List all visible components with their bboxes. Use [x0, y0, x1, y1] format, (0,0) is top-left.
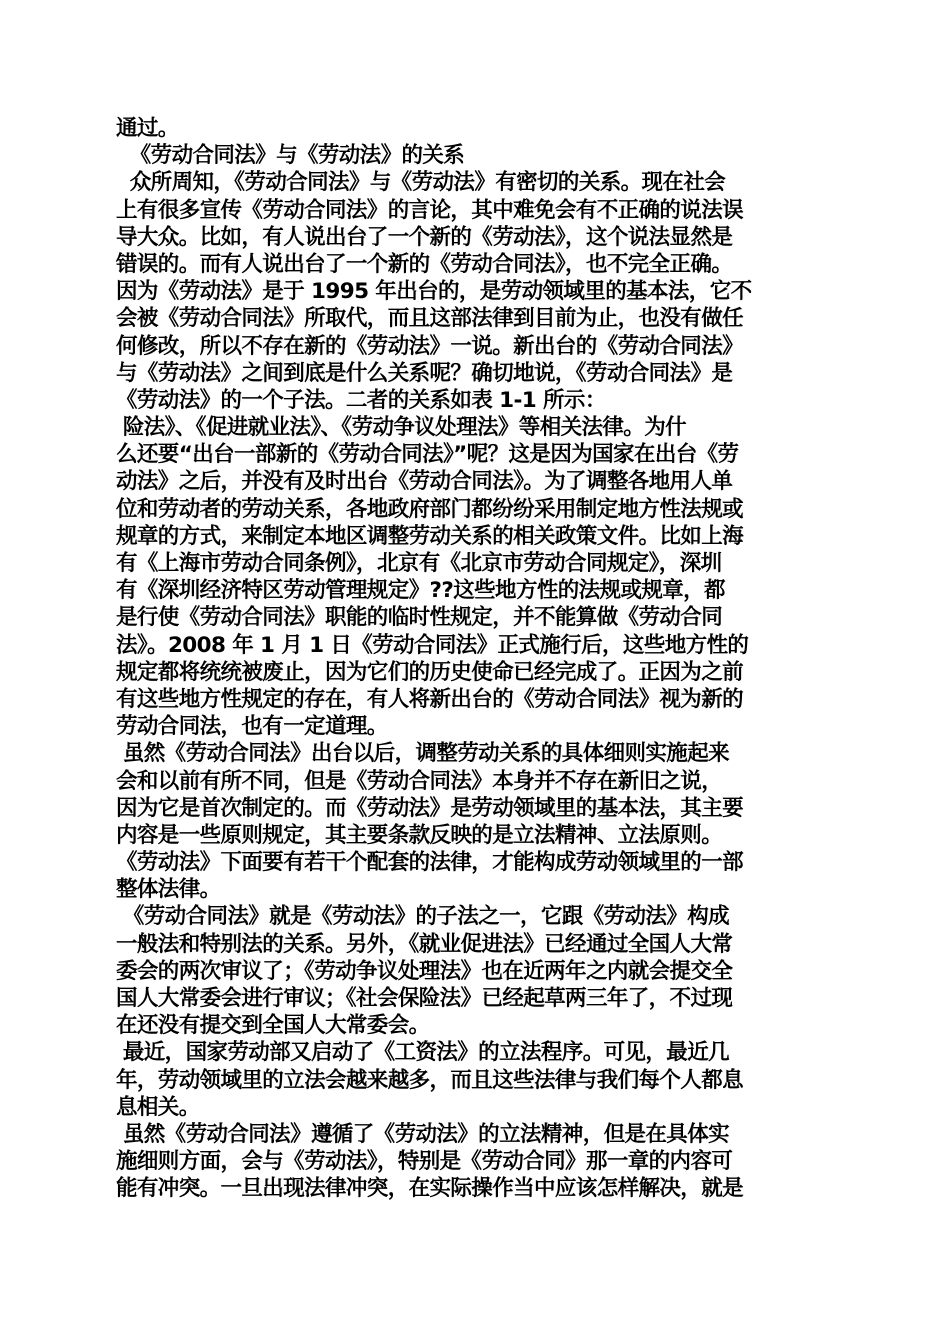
text-line: 虽然《劳动合同法》出台以后，调整劳动关系的具体细则实施起来: [116, 741, 729, 767]
text-line: 错误的。而有人说出台了一个新的《劳动合同法》，也不完全正确。: [116, 251, 733, 277]
document-body: [116, 115, 840, 1203]
text-line: 会和以前有所不同，但是《劳动合同法》本身并不存在新旧之说，: [116, 768, 723, 794]
text-line: 是行使《劳动合同法》职能的临时性规定，并不能算做《劳动合同: [116, 605, 723, 631]
text-line: 上有很多宣传《劳动合同法》的言论，其中难免会有不正确的说法误: [116, 197, 744, 223]
text-line: 委会的两次审议了；《劳动争议处理法》也在近两年之内就会提交全: [116, 958, 733, 984]
text-line: 施细则方面，会与《劳动法》，特别是《劳动合同》那一章的内容可: [116, 1149, 733, 1175]
text-line: 整体法律。: [116, 877, 221, 903]
text-line: 最近，国家劳动部又启动了《工资法》的立法程序。可见，最近几: [116, 1040, 729, 1066]
section-heading: 《劳动合同法》与《劳动法》的关系: [116, 143, 465, 169]
text-line: 与《劳动法》之间到底是什么关系呢？确切地说，《劳动合同法》是: [116, 360, 733, 386]
text-line: 因为它是首次制定的。而《劳动法》是劳动领域里的基本法，其主要: [116, 795, 744, 821]
text-line: 众所周知，《劳动合同法》与《劳动法》有密切的关系。现在社会: [116, 170, 726, 196]
text-line: 劳动合同法，也有一定道理。: [116, 714, 388, 740]
text-line: 法》。2008 年 1 月 1 日《劳动合同法》正式施行后，这些地方性的: [116, 632, 749, 658]
text-line: 险法》、《促进就业法》、《劳动争议处理法》等相关法律。为什: [116, 415, 686, 441]
text-line: 何修改，所以不存在新的《劳动法》一说。新出台的《劳动合同法》: [116, 333, 744, 359]
text-line: 《劳动合同法》就是《劳动法》的子法之一，它跟《劳动法》构成: [116, 904, 729, 930]
text-line: 《劳动法》的一个子法。二者的关系如表 1-1 所示：: [116, 387, 606, 413]
text-line: 在还没有提交到全国人大常委会。: [116, 1013, 430, 1039]
text-line: 动法》之后，并没有及时出台《劳动合同法》。为了调整各地用人单: [116, 469, 733, 495]
text-line: 规定都将统统被废止，因为它们的历史使命已经完成了。正因为之前: [116, 659, 744, 685]
text-line: 位和劳动者的劳动关系，各地政府部门都纷纷采用制定地方性法规或: [116, 496, 744, 522]
text-line: 规章的方式，来制定本地区调整劳动关系的相关政策文件。比如上海: [116, 523, 744, 549]
text-line: 息相关。: [116, 1094, 200, 1120]
text-line: 会被《劳动合同法》所取代，而且这部法律到目前为止，也没有做任: [116, 306, 744, 332]
text-line: 一般法和特别法的关系。另外，《就业促进法》已经通过全国人大常: [116, 931, 733, 957]
text-line: 有《上海市劳动合同条例》，北京有《北京市劳动合同规定》，深圳: [116, 551, 722, 576]
text-line: 国人大常委会进行审议；《社会保险法》已经起草两三年了，不过现: [116, 986, 733, 1011]
text-line: 有这些地方性规定的存在，有人将新出台的《劳动合同法》视为新的: [116, 686, 744, 712]
text-line: 么还要“出台一部新的《劳动合同法》”呢？这是因为国家在出台《劳: [116, 442, 739, 468]
text-line: 有《深圳经济特区劳动管理规定》??这些地方性的法规或规章，都: [116, 578, 725, 604]
text-line: 年，劳动领域里的立法会越来越多，而且这些法律与我们每个人都息: [116, 1067, 744, 1093]
text-line: 导大众。比如，有人说出台了一个新的《劳动法》，这个说法显然是: [116, 224, 733, 250]
text-line: 能有冲突。一旦出现法律冲突，在实际操作当中应该怎样解决，就是: [116, 1176, 744, 1202]
text-line: 内容是一些原则规定，其主要条款反映的是立法精神、立法原则。: [116, 822, 723, 848]
text-line: 《劳动法》下面要有若干个配套的法律，才能构成劳动领域里的一部: [116, 850, 744, 876]
text-line: 因为《劳动法》是于 1995 年出台的，是劳动领域里的基本法，它不: [116, 279, 752, 305]
text-line: 通过。: [116, 116, 179, 141]
text-line: 虽然《劳动合同法》遵循了《劳动法》的立法精神，但是在具体实: [116, 1121, 729, 1147]
